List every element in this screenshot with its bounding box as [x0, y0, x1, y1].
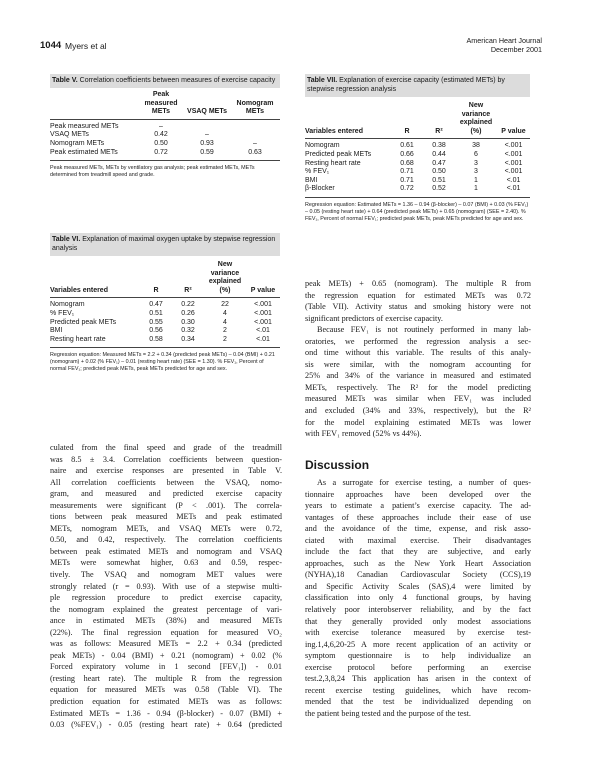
table-cell: <.01	[246, 336, 280, 348]
table-cell: 0.58	[140, 336, 172, 348]
table-cell: –	[159, 122, 163, 130]
table-cell: 0.63	[230, 149, 280, 161]
table-cell: 0.47	[432, 159, 446, 167]
text-line: METs, nomogram METs, and VSAQ METs were 0.72,	[50, 523, 282, 533]
table-6	[50, 233, 280, 373]
text-line: (Table VII). Activity status and smoking history were not	[305, 302, 531, 312]
table-cell: 22	[221, 301, 229, 309]
text-line: mended that the test be individualized depending on	[305, 697, 531, 707]
table-row	[305, 185, 530, 197]
table-cell: 0.61	[400, 142, 414, 150]
table-cell: 0.68	[400, 159, 414, 167]
table-7	[305, 74, 530, 223]
text-line: 0.50, and 0.42, respectively. The correlation coefficients	[50, 535, 282, 545]
text-line: significant predictors of exercise capacity.	[305, 313, 443, 323]
text-line: METs, respectively. The R² for the model predicting	[305, 382, 531, 392]
table-row	[50, 140, 280, 149]
text-line: ond time without this variable. The results of this analy-	[305, 348, 531, 358]
table-cell: % FEV₁	[50, 309, 75, 317]
table-cell: BMI	[50, 327, 63, 335]
table-cell: 6	[474, 150, 478, 158]
discussion-heading: Discussion	[305, 458, 370, 472]
table-cell: 0.51	[432, 176, 446, 184]
table-cell: 0.55	[149, 318, 163, 326]
table-6-header-cell: R	[140, 261, 172, 298]
text-line: 25% and 34% of the variance in measured and estimated	[305, 371, 531, 381]
table-cell: 2	[223, 327, 227, 335]
table-cell: 38	[472, 142, 480, 150]
text-line: (NYHA),18 Canadian Cardiovascular Society (CCS),19	[305, 570, 531, 580]
table-cell: BMI	[305, 176, 318, 184]
table-cell: 4	[223, 318, 227, 326]
table-5	[50, 74, 280, 179]
table-cell	[230, 119, 280, 131]
text-line: for the model explaining estimated METs was lower	[305, 417, 531, 427]
table-cell: Nomogram METs	[50, 139, 105, 147]
table-5-caption-text: Correlation coefficients between measures of exercise capacity	[79, 77, 276, 84]
table-row	[305, 160, 530, 169]
table-row	[50, 131, 280, 140]
table-6-header-cell: Variables entered	[50, 261, 140, 298]
text-line: vantages of these approaches include their ease of use	[305, 512, 531, 522]
table-cell	[230, 131, 280, 140]
table-cell: 0.32	[181, 327, 195, 335]
table-cell: <.001	[254, 318, 272, 326]
text-line: sis were similar, with the nomogram accounting for	[305, 359, 531, 369]
text-line: and excluded (34% and 33%, respectively), but the R²	[305, 406, 531, 416]
table-cell: 0.50	[154, 139, 168, 147]
text-line: symptom questionnaire is to help individualize an	[305, 651, 531, 661]
text-line: tively. The VSAQ and nomogram MET values were	[50, 570, 282, 580]
left-body-column	[50, 442, 282, 731]
table-6-header-cell: P value	[246, 261, 280, 298]
table-cell: <.001	[504, 142, 523, 150]
text-line: with FEV₁ removed (52% vs 44%).	[305, 429, 422, 439]
table-6-header-cell: R²	[172, 261, 204, 298]
table-7-header-cell: New variance explained (%)	[455, 102, 497, 139]
table-6-label: Table VI.	[52, 236, 81, 243]
table-row	[305, 168, 530, 177]
table-cell: <.001	[504, 168, 523, 176]
table-cell: 0.47	[149, 301, 163, 309]
text-line: (22%). The final regression equation for measured VO₂	[50, 627, 282, 637]
table-row	[305, 139, 530, 151]
table-cell: 0.22	[181, 301, 195, 309]
text-line: equation for measured METs was 0.58 (Table VI). The	[50, 685, 282, 695]
table-cell: % FEV₁	[305, 168, 330, 176]
discussion-heading-wrap	[305, 458, 369, 472]
text-line: was 8.5 ± 3.4. Correlation coefficients between question-	[50, 454, 282, 464]
table-row	[50, 298, 280, 310]
text-line: approaches, such as the New York Heart Association	[305, 558, 531, 568]
table-5-header-cell: VSAQ METs	[184, 91, 230, 119]
text-line: Because FEV₁ is not routinely performed in many lab-	[317, 325, 531, 335]
table-cell: 0.26	[181, 309, 195, 317]
text-line: 0.03 (%FEV₁) - 0.05 (resting heart rate) + 0.64 (predicted	[50, 720, 282, 730]
table-cell: <.01	[256, 327, 270, 335]
table-6-grid	[50, 261, 280, 348]
text-line: with exercise tolerance measured by exercise test-	[305, 628, 531, 638]
table-cell: 0.71	[400, 168, 414, 176]
table-cell: 0.50	[432, 168, 446, 176]
table-row	[50, 319, 280, 328]
table-cell: 0.72	[391, 185, 423, 197]
table-cell: 0.38	[432, 142, 446, 150]
text-line: tions between peak measured METs and peak estimated	[50, 512, 282, 522]
table-row	[305, 151, 530, 160]
table-cell: VSAQ METs	[50, 131, 89, 139]
text-line: recent exercise testing guidelines, which have recom-	[305, 685, 531, 695]
text-line: classification into only 4 functional groups, by having	[305, 593, 531, 603]
table-cell: <.001	[504, 150, 523, 158]
text-line: naire and exercise responses are presented in Table V.	[50, 466, 282, 476]
text-line: the patient being tested and the purpose of the test.	[305, 708, 471, 718]
journal-name: American Heart Journal	[466, 36, 542, 45]
table-5-header-cell	[50, 91, 138, 119]
text-line: culated from the final speed and grade of the treadmill	[50, 443, 282, 452]
text-line: prediction equation for estimated METs was as follows:	[50, 697, 282, 707]
text-line: As a surrogate for exercise testing, a number of ques-	[317, 478, 531, 487]
table-cell: 0.34	[172, 336, 204, 348]
text-line: METs were somewhat higher, 0.63 and 0.59, respec-	[50, 558, 282, 568]
table-cell: 0.72	[138, 149, 184, 161]
table-cell: Resting heart rate	[305, 159, 361, 167]
page-number: 1044	[40, 40, 62, 51]
table-cell: –	[205, 131, 209, 139]
text-line: ance in estimated METs (38%) and measured METs	[50, 616, 282, 626]
table-row	[305, 177, 530, 186]
text-line: (resting heart rate). The multiple R from the regression	[50, 673, 282, 683]
table-cell: 2	[204, 336, 246, 348]
text-line: ple regression procedure to predict exercise capacity,	[50, 593, 282, 603]
text-line: years to estimate a patient’s exercise capacity. The ad-	[305, 501, 531, 511]
table-cell: <.001	[254, 301, 272, 309]
table-cell: –	[253, 139, 257, 147]
table-5-caption	[50, 74, 280, 88]
table-cell: Nomogram	[305, 142, 340, 150]
text-line: measured METs was similar when FEV₁ was included	[305, 394, 531, 404]
table-cell: <.001	[254, 309, 272, 317]
table-7-header-cell: R²	[423, 102, 455, 139]
table-7-grid	[305, 102, 530, 198]
table-5-grid	[50, 91, 280, 161]
table-cell: 1	[474, 176, 478, 184]
table-7-caption	[305, 74, 530, 97]
text-line: that they generally provided only modest associations	[305, 616, 531, 626]
text-line: test.2,3,8,24 This application has arisen in the context of	[305, 674, 531, 684]
table-7-header-cell: Variables entered	[305, 102, 391, 139]
table-cell: 3	[474, 168, 478, 176]
text-line: exercise protocol before performing an exercise	[305, 662, 531, 672]
text-line: Estimated METs = 1.36 - 0.94 (β-blocker) - 0.07 (BMI) +	[50, 708, 282, 718]
table-row	[50, 119, 280, 131]
table-cell: Predicted peak METs	[50, 318, 117, 326]
table-cell: <.001	[504, 159, 523, 167]
table-cell: <.01	[497, 185, 530, 197]
text-line: include the fact that they are subjective, and early	[305, 547, 531, 557]
text-line: All correlation coefficients between the VSAQ, nomo-	[50, 477, 282, 487]
text-line: ciated with maximal exercise. Their disadvantages	[305, 535, 531, 545]
text-line: measurements were significant (P < .001). The correla-	[50, 500, 282, 510]
table-5-label: Table V.	[52, 77, 78, 84]
table-cell: 4	[223, 309, 227, 317]
table-row	[50, 336, 280, 348]
table-cell: <.01	[506, 176, 521, 184]
table-6-caption-text: Explanation of maximal oxygen uptake by stepwise regression analysis	[52, 236, 276, 252]
table-7-label: Table VII.	[307, 77, 338, 84]
text-line: the nomogram explained the greatest percentage of vari-	[50, 604, 282, 614]
table-5-header-cell: Peak measured METs	[138, 91, 184, 119]
text-line: the regression equation for estimated METs was 0.72	[305, 290, 531, 300]
table-6-caption	[50, 233, 280, 256]
text-line: and the avoidance of the time, expense, and risk asso-	[305, 524, 531, 534]
table-cell: 0.93	[200, 139, 214, 147]
table-cell: Predicted peak METs	[305, 150, 372, 158]
text-line: ing.1,4,6,20-25 A more recent application of an activity or	[305, 639, 531, 649]
table-cell: Peak measured METs	[50, 122, 119, 130]
table-cell: 0.71	[400, 176, 414, 184]
table-6-footnote: Regression equation: Measured METs = 2.2 + 0.34 (predicted peak METs) – 0.04 (BMI) + 0.21 (nomogram) + 0.02 (% FEV₁) – 0.01 (resting heart rate) (SEE = 1.30). % FEV₁, Percent of normal FEV₁; predicted peak METs, peak METs predicted for age and sex.	[50, 352, 275, 373]
table-cell: 0.44	[432, 150, 446, 158]
table-row	[50, 149, 280, 161]
table-cell: 0.52	[423, 185, 455, 197]
table-row	[50, 310, 280, 319]
text-line: was as follows: Measured METs = 2.2 + 0.34 (predicted	[50, 639, 282, 649]
table-cell: 0.59	[184, 149, 230, 161]
text-line: Forced expiratory volume in 1 second [FEV₁]) - 0.01	[50, 662, 282, 672]
table-cell: 0.42	[154, 131, 168, 139]
table-cell: β-Blocker	[305, 185, 391, 197]
right-body-column-top	[305, 278, 531, 440]
table-cell: 1	[455, 185, 497, 197]
text-line: strongly related (r = 0.93). With use of a stepwise multi-	[50, 581, 282, 591]
table-cell: Nomogram	[50, 301, 85, 309]
table-cell: 0.51	[149, 309, 163, 317]
table-cell: 0.30	[181, 318, 195, 326]
table-7-header-cell: R	[391, 102, 423, 139]
table-cell: 3	[474, 159, 478, 167]
table-7-caption-text: Explanation of exercise capacity (estimated METs) by stepwise regression analysis	[307, 77, 505, 93]
text-line: relatively poor interobserver reliability, and by the fact	[305, 605, 531, 615]
table-cell	[184, 119, 230, 131]
text-line: peak METs) - 0.04 (BMI) + 0.21 (nomogram) + 0.02 (%	[50, 650, 282, 660]
author-running-head: Myers et al	[65, 40, 107, 51]
table-5-header-cell: Nomogram METs	[230, 91, 280, 119]
text-line: between peak estimated METs and nomogram and VSAQ	[50, 546, 282, 556]
journal-running-head	[466, 36, 542, 54]
table-cell: Resting heart rate	[50, 336, 140, 348]
table-6-header-cell: New variance explained (%)	[204, 261, 246, 298]
table-cell: 0.66	[400, 150, 414, 158]
text-line: gram, and measured and predicted exercise capacity	[50, 489, 282, 499]
table-cell: Peak estimated METs	[50, 149, 138, 161]
table-5-footnote: Peak measured METs, METs by ventilatory gas analysis; peak estimated METs, METs determined from treadmill speed and grade.	[50, 165, 255, 179]
text-line: tionnaire approaches have been developed over the	[305, 489, 531, 499]
text-line: and Specific Activity Scales (SAS),4 were limited by	[305, 581, 531, 591]
table-cell: 0.56	[149, 327, 163, 335]
text-line: oratories, we performed the regression analysis a sec-	[305, 336, 531, 346]
table-7-footnote: Regression equation: Estimated METs = 1.36 – 0.94 (β-blocker) – 0.07 (BMI) + 0.03 (% FEV₁) – 0.05 (resting heart rate) + 0.64 (predicted peak METs) + 0.65 (nomogram) (SEE = 2.40). % FEV₁, Percent of normal FEV₁; predicted peak METs, peak METs predicted for age and sex.	[305, 201, 529, 222]
issue-date: December 2001	[490, 45, 542, 54]
text-line: peak METs) + 0.65 (nomogram). The multiple R from	[305, 279, 531, 288]
table-row	[50, 327, 280, 336]
right-body-column-bottom	[305, 477, 531, 719]
table-7-header-cell: P value	[497, 102, 530, 139]
